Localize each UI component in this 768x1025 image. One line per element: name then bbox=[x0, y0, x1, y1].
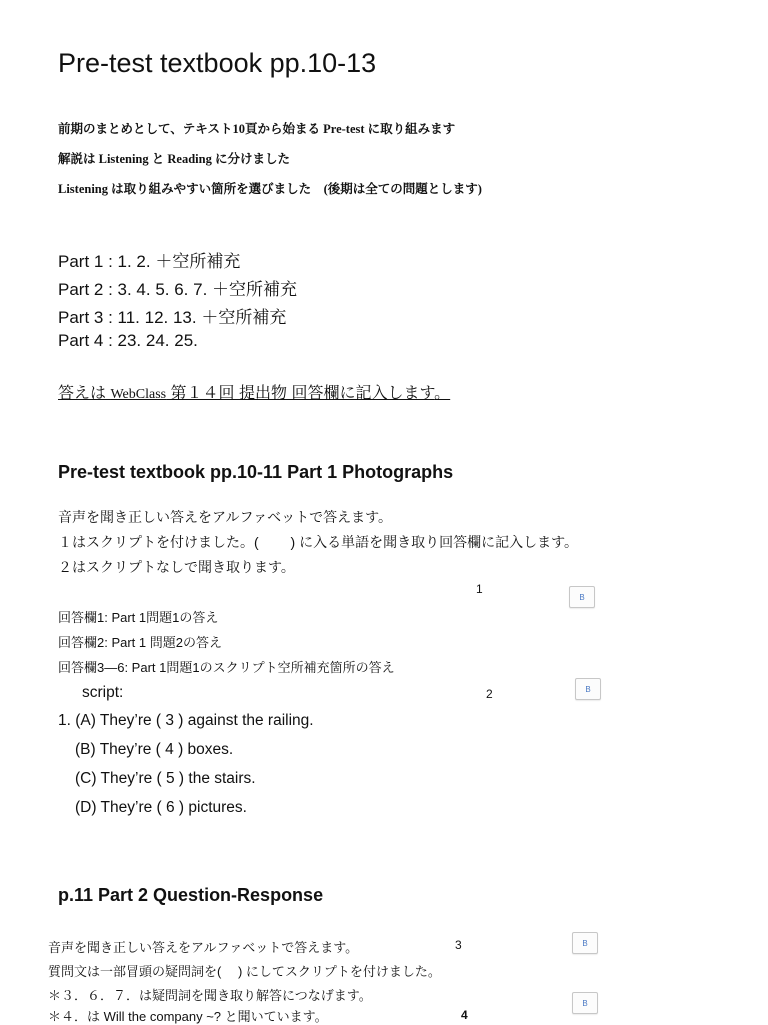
webclass-text: WebClass bbox=[110, 387, 167, 402]
answer-field-2-desc: 回答欄2: Part 1 問題2の答え bbox=[58, 635, 222, 650]
part-1-list: Part 1 : 1. 2. ＋空所補充 bbox=[58, 252, 241, 271]
answer-instruction-a: 答えは bbox=[58, 385, 111, 402]
section1-line-1: 音声を聞き正しい答えをアルファベットで答えます。 bbox=[58, 509, 393, 525]
part-3-list: Part 3 : 11. 12. 13. ＋空所補充 bbox=[58, 308, 287, 327]
section1-line-2: １はスクリプトを付けました。( ) に入る単語を聞き取り回答欄に記入します。 bbox=[58, 534, 578, 550]
option-a: 1. (A) They’re ( 3 ) against the railing. bbox=[58, 712, 314, 729]
audio-play-button-1[interactable]: B bbox=[569, 586, 595, 608]
script-label: script: bbox=[82, 684, 124, 701]
audio-play-button-2[interactable]: B bbox=[575, 678, 601, 700]
audio-play-button-4[interactable]: B bbox=[572, 992, 598, 1014]
audio-number-2: 2 bbox=[486, 687, 493, 701]
option-b: (B) They’re ( 4 ) boxes. bbox=[75, 741, 234, 758]
answer-field-3-6-desc: 回答欄3―6: Part 1問題1のスクリプト空所補充箇所の答え bbox=[58, 660, 395, 675]
page-title: Pre-test textbook pp.10-13 bbox=[58, 48, 377, 78]
audio-play-button-3[interactable]: B bbox=[572, 932, 598, 954]
intro-line-1: 前期のまとめとして、テキスト10頁から始まる Pre-test に取り組みます bbox=[58, 122, 456, 136]
audio-number-3: 3 bbox=[455, 938, 462, 952]
section1-heading: Pre-test textbook pp.10-11 Part 1 Photographs bbox=[58, 462, 454, 482]
part-4-list: Part 4 : 23. 24. 25. bbox=[58, 331, 198, 350]
section2-heading: p.11 Part 2 Question-Response bbox=[58, 885, 324, 905]
answer-field-1-desc: 回答欄1: Part 1問題1の答え bbox=[58, 610, 219, 625]
answer-instruction bbox=[58, 380, 450, 403]
answer-instruction-d: 。 bbox=[434, 385, 451, 402]
audio-number-4: 4 bbox=[461, 1008, 468, 1022]
part-2-list: Part 2 : 3. 4. 5. 6. 7. ＋空所補充 bbox=[58, 280, 298, 299]
audio-number-1: 1 bbox=[476, 582, 483, 596]
section2-line-3: ＊３．６．７．は疑問詞を聞き取り解答につなげます。 bbox=[48, 988, 372, 1003]
section2-line-2: 質問文は一部冒頭の疑問詞を( ) にしてスクリプトを付けました。 bbox=[48, 964, 441, 979]
option-c: (C) They’re ( 5 ) the stairs. bbox=[75, 770, 256, 787]
intro-line-2: 解説は Listening と Reading に分けました bbox=[58, 152, 290, 166]
section1-line-3: ２はスクリプトなしで聞き取ります。 bbox=[58, 559, 295, 575]
answer-instruction-c: 第１４回 提出物 回答欄に記入します bbox=[166, 385, 435, 402]
section2-line-4: ＊４．は Will the company ~? と聞いています。 bbox=[48, 1009, 328, 1024]
intro-line-3: Listening は取り組みやすい箇所を選びました (後期は全ての問題とします) bbox=[58, 182, 482, 196]
section2-line-1: 音声を聞き正しい答えをアルファベットで答えます。 bbox=[48, 940, 359, 955]
option-d: (D) They’re ( 6 ) pictures. bbox=[75, 799, 247, 816]
